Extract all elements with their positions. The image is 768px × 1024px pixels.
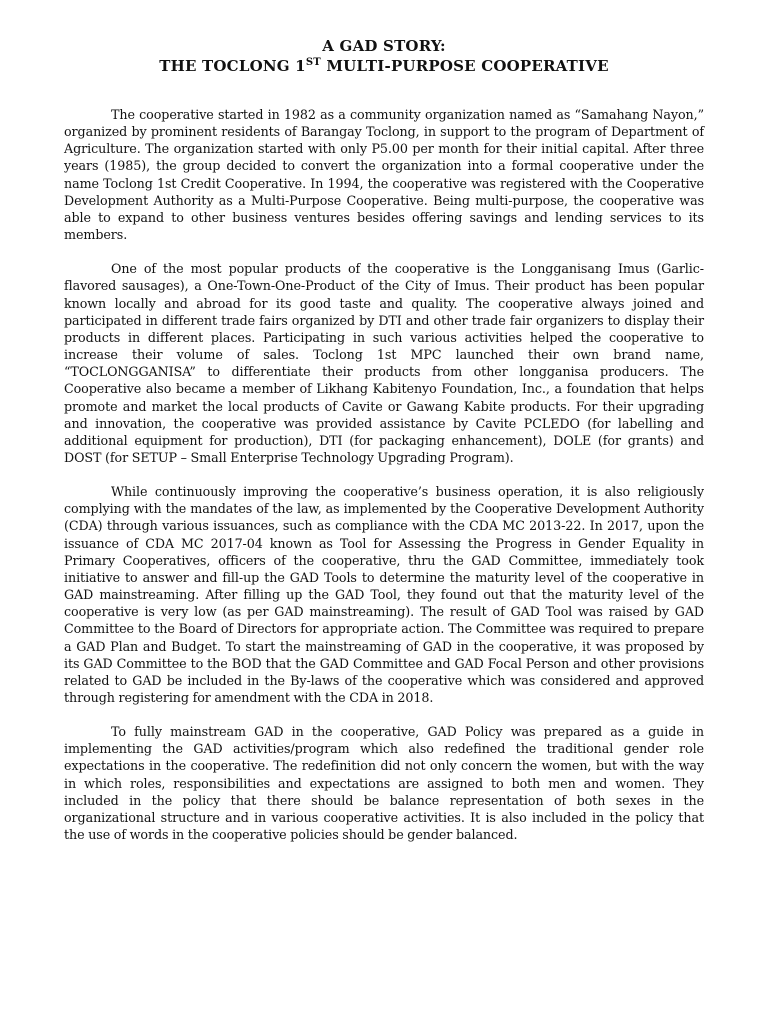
title-line-2-post: MULTI-PURPOSE COOPERATIVE <box>320 57 609 75</box>
document-page <box>64 36 704 860</box>
paragraph-compliance: While continuously improving the cooperative’s business operation, it is also religiously complying with the mandates of the law, as implemented by the Cooperative Development Authority (CDA) through various issuances, such as compliance with the CDA MC 2013-22. In 2017, upon the issuance of CDA MC 2017-04 known as Tool for Assessing the Progress in Gender Equality in Primary Cooperatives, officers of the cooperative, thru the GAD Committee, immediately took initiative to answer and fill-up the GAD Tools to determine the maturity level of the cooperative in GAD mainstreaming. After filling up the GAD Tool, they found out that the maturity level of the cooperative is very low (as per GAD mainstreaming). The result of GAD Tool was raised by GAD Committee to the Board of Directors for appropriate action. The Committee was required to prepare a GAD Plan and Budget. To start the mainstreaming of GAD in the cooperative, it was proposed by its GAD Committee to the BOD that the GAD Committee and GAD Focal Person and other provisions related to GAD be included in the By-laws of the cooperative which was considered and approved through registering for amendment with the CDA in 2018. <box>64 484 704 705</box>
paragraph-gad-policy: To fully mainstream GAD in the cooperative, GAD Policy was prepared as a guide in implementing the GAD activities/program which also redefined the traditional gender role expectations in the cooperative. The redefinition did not only concern the women, but with the way in which roles, responsibilities and expectations are assigned to both men and women. They included in the policy that there should be balance representation of both sexes in the organizational structure and in various cooperative activities. It is also included in the policy that the use of words in the cooperative policies should be gender balanced. <box>64 724 704 843</box>
title-line-2 <box>159 57 608 75</box>
title-superscript: ST <box>305 57 321 68</box>
title-line-1: A GAD STORY: <box>322 37 446 55</box>
paragraph-products: One of the most popular products of the cooperative is the Longganisang Imus (Garlic-flavored sausages), a One-Town-One-Product of the City of Imus. Their product has been popular known locally and abroad for its good taste and quality. The cooperative always joined and participated in different trade fairs organized by DTI and other trade fair organizers to display their products in different places. Participating in such various activities helped the cooperative to increase their volume of sales. Toclong 1st MPC launched their own brand name, “TOCLONGGANISA” to differentiate their products from other longganisa producers. The Cooperative also became a member of Likhang Kabitenyo Foundation, Inc., a foundation that helps promote and market the local products of Cavite or Gawang Kabite products. For their upgrading and innovation, the cooperative was provided assistance by Cavite PCLEDO (for labelling and additional equipment for production), DTI (for packaging enhancement), DOLE (for grants) and DOST (for SETUP – Small Enterprise Technology Upgrading Program). <box>64 261 704 465</box>
title-line-2-pre: THE TOCLONG 1 <box>159 57 306 75</box>
document-body <box>64 106 704 843</box>
document-title <box>64 36 704 76</box>
paragraph-history: The cooperative started in 1982 as a community organization named as “Samahang Nayon,” organized by prominent residents of Barangay Toclong, in support to the program of Department of Agriculture. The organization started with only P5.00 per month for their initial capital. After three years (1985), the group decided to convert the organization into a formal cooperative under the name Toclong 1st Credit Cooperative. In 1994, the cooperative was registered with the Cooperative Development Authority as a Multi-Purpose Cooperative. Being multi-purpose, the cooperative was able to expand to other business ventures besides offering savings and lending services to its members. <box>64 107 704 243</box>
